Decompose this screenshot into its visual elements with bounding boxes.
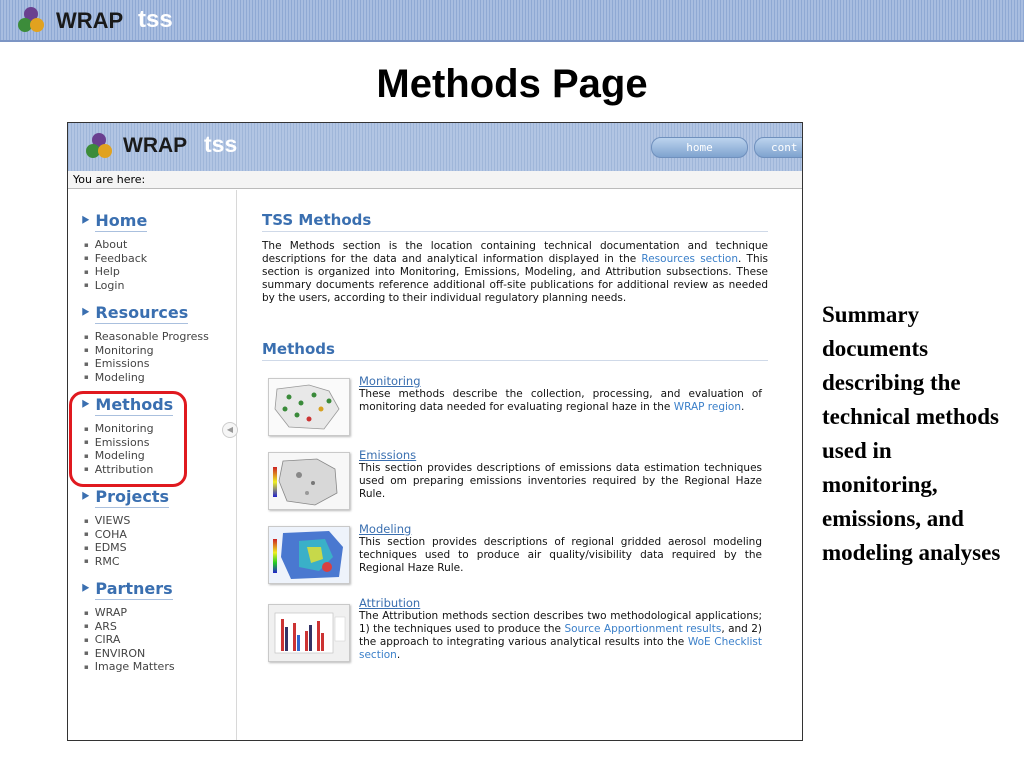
intro-paragraph: The Methods section is the location containing technical documentation and technique descriptions for the data and analytical information displayed in the Resources section. This section is organized into Monitoring, Emissions, Modeling, and Attribution subsections. These summary documents reference additional off-site publications for additional review as needed by the users, according to their individual regulatory planning needs. (262, 240, 768, 304)
branch-arrow-icon: ⯈ (80, 490, 91, 505)
monitoring-map-thumbnail[interactable] (268, 378, 350, 436)
sidebar-section-resources (80, 303, 209, 384)
branch-arrow-icon: ⯈ (80, 306, 91, 321)
emissions-map-thumbnail[interactable] (268, 452, 350, 510)
site-logo-icon (84, 131, 114, 161)
attribution-link[interactable]: Attribution (359, 596, 421, 610)
nav-home-button[interactable]: home (651, 137, 748, 158)
site-logo-tss: tss (204, 131, 238, 157)
sidebar-heading-projects[interactable]: Projects (95, 487, 170, 506)
sidebar-item-cira[interactable]: ▪ CIRA (84, 633, 175, 647)
sidebar-heading-resources[interactable]: Resources (95, 303, 189, 322)
source-apportionment-link[interactable]: Source Apportionment results (564, 623, 722, 635)
woe-checklist-link[interactable]: WoE Checklist section (359, 636, 762, 661)
sidebar-heading-methods[interactable]: Methods (95, 395, 174, 414)
page-title: Methods Page (376, 62, 648, 106)
attribution-chart-thumbnail[interactable] (268, 604, 350, 662)
wrap-logo-icon (16, 5, 46, 35)
sidebar-item-methods-attribution[interactable]: ▪ Attribution (84, 463, 173, 477)
sidebar-item-feedback[interactable]: ▪ Feedback (84, 252, 147, 266)
monitoring-link[interactable]: Monitoring (359, 374, 421, 388)
sidebar-heading-home[interactable]: Home (95, 211, 148, 230)
modeling-link[interactable]: Modeling (359, 522, 412, 536)
sidebar-item-wrap[interactable]: ▪ WRAP (84, 606, 175, 620)
sidebar-section-home (80, 211, 147, 292)
sidebar-section-projects (80, 487, 169, 568)
site-logo-wrap: WRAP (123, 134, 188, 157)
sidebar-item-emissions[interactable]: ▪ Emissions (84, 357, 209, 371)
sidebar-item-coha[interactable]: ▪ COHA (84, 528, 169, 542)
sidebar-item-methods-emissions[interactable]: ▪ Emissions (84, 436, 173, 450)
slide-logo-wrap: WRAP (56, 8, 124, 33)
resources-section-link[interactable]: Resources section (641, 253, 739, 265)
sidebar-item-monitoring[interactable]: ▪ Monitoring (84, 344, 209, 358)
slide-note: Summary documents describing the technical methods used in monitoring, emissions, and modeling analyses (822, 302, 1001, 565)
nav-contact-button[interactable]: cont (754, 137, 803, 158)
sidebar-item-methods-modeling[interactable]: ▪ Modeling (84, 449, 173, 463)
website-screenshot: WRAP tss home cont You are here: ⯈ Home ▪ About ▪ Feedback ▪ Help ▪ Login ⯈ Resources ▪ Reasonable Progress ▪ Monitoring ▪ Emissions ▪ Modeling ⯈ Methods ▪ Monitoring ▪ Emissions ▪ Modeling ▪ Attribution ⯈ Projects ▪ VIEWS ▪ COHA ▪ EDMS ▪ RMC ⯈ Partners ▪ WRAP ▪ ARS ▪ CIRA ▪ ENVIRON ▪ Image Matters ◀ TSS Methods The Methods section is the location containing technical documentation and technique descriptions for the data and analytical information displayed in the Resources section. This section is organized into Monitoring, Emissions, Modeling, and Attribution subsections. These summary documents reference additional off-site publications for additional review as needed by the users, according to their individual regulatory planning needs. Methods Monitoring These methods describe the collection, processing, and evaluation of monitoring data needed for evaluating regional haze in the WRAP region. Emissions This section provides descriptions of emissions data estimation techniques used om preparing emissions inventories required by the Regional Haze Rule. Modeling This section provides descriptions of regional gridded aerosol modeling techniques used to produce air quality/visibility data required by the Regional Haze Rule. Attribution The Attribution methods section describes two methodological applications; 1) the techniques used to produce the Source Apportionment results, and 2) the approach to integrating various analytical results into the WoE Checklist section. (67, 122, 803, 741)
sidebar-item-views[interactable]: ▪ VIEWS (84, 514, 169, 528)
emissions-link[interactable]: Emissions (359, 448, 417, 462)
slide-logo-tss: tss (138, 6, 173, 33)
branch-arrow-icon: ⯈ (80, 582, 91, 597)
branch-arrow-icon: ⯈ (80, 398, 91, 413)
sidebar-item-rmc[interactable]: ▪ RMC (84, 555, 169, 569)
sidebar-section-partners (80, 579, 175, 674)
site-header (68, 123, 802, 171)
sidebar-item-about[interactable]: ▪ About (84, 238, 147, 252)
methods-heading: Methods (262, 340, 768, 361)
sidebar-item-help[interactable]: ▪ Help (84, 265, 147, 279)
sidebar-item-edms[interactable]: ▪ EDMS (84, 541, 169, 555)
collapse-sidebar-icon[interactable]: ◀ (222, 422, 238, 438)
sidebar-item-login[interactable]: ▪ Login (84, 279, 147, 293)
sidebar-item-modeling[interactable]: ▪ Modeling (84, 371, 209, 385)
sidebar-item-methods-monitoring[interactable]: ▪ Monitoring (84, 422, 173, 436)
content-title: TSS Methods (262, 211, 768, 232)
sidebar-item-reasonable-progress[interactable]: ▪ Reasonable Progress (84, 330, 209, 344)
modeling-map-thumbnail[interactable] (268, 526, 350, 584)
branch-arrow-icon: ⯈ (80, 214, 91, 229)
wrap-region-link[interactable]: WRAP region (673, 401, 742, 413)
sidebar-item-image-matters[interactable]: ▪ Image Matters (84, 660, 175, 674)
methods-highlight-circle (69, 391, 187, 487)
sidebar-item-ars[interactable]: ▪ ARS (84, 620, 175, 634)
sidebar-item-environ[interactable]: ▪ ENVIRON (84, 647, 175, 661)
slide-banner (0, 0, 1024, 42)
sidebar-heading-partners[interactable]: Partners (95, 579, 173, 598)
breadcrumb: You are here: (68, 171, 802, 189)
